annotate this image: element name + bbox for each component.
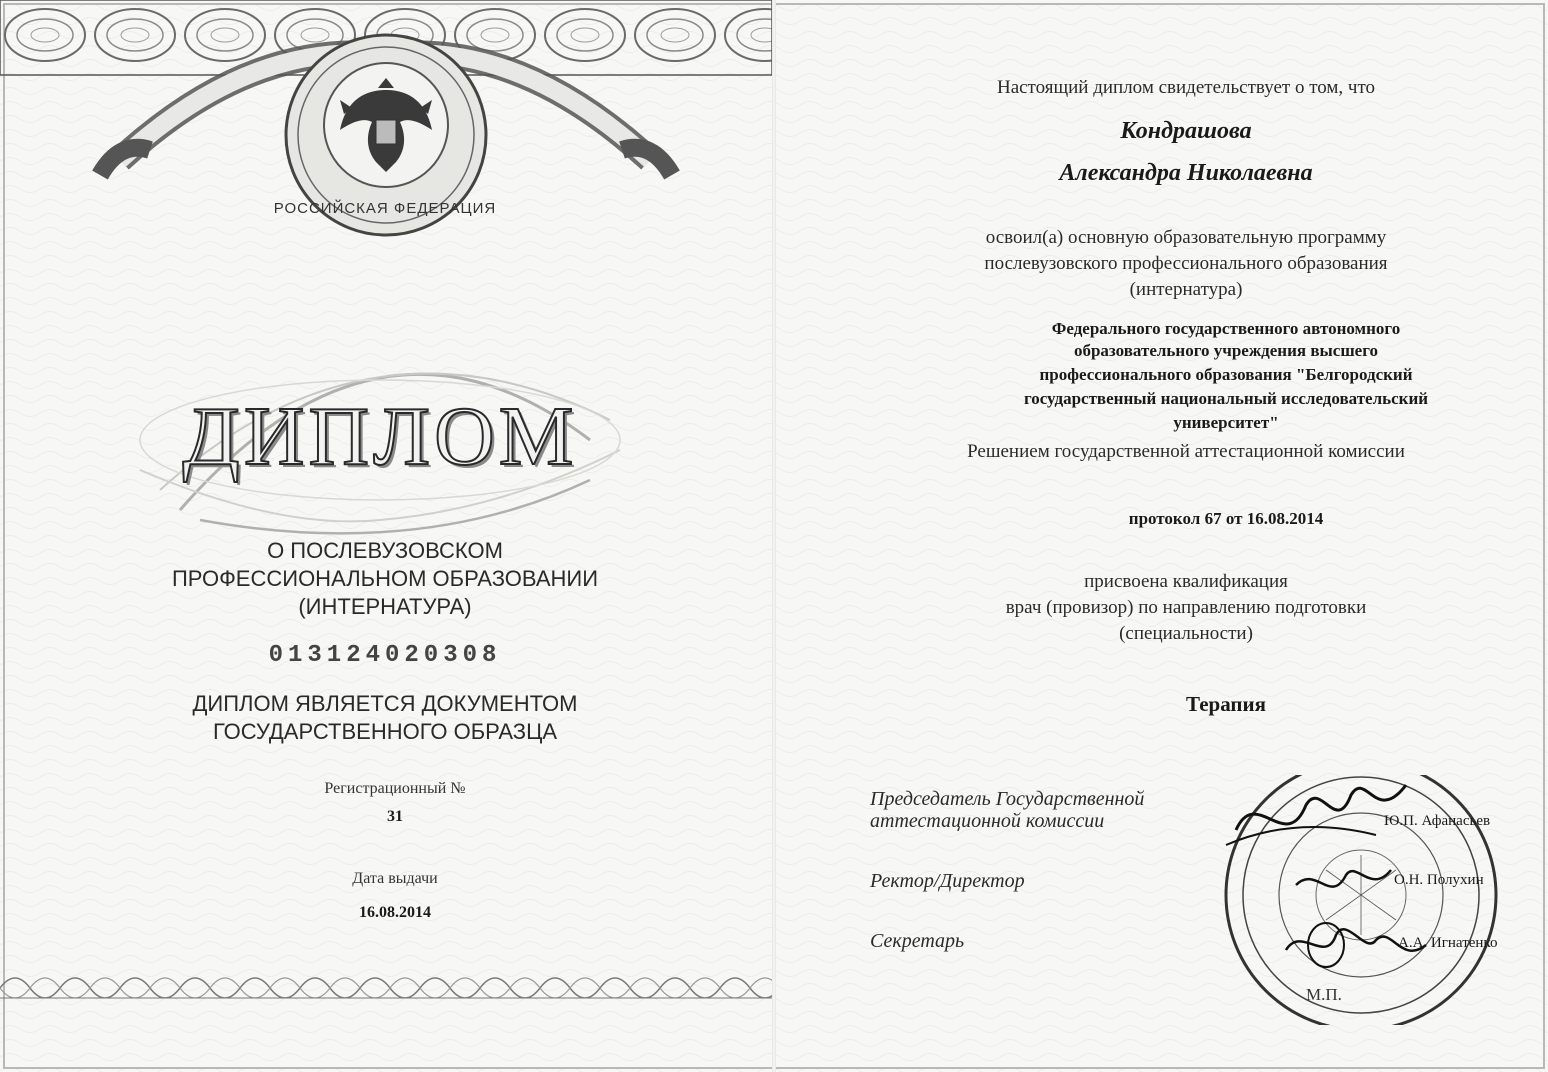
rector-label: Ректор/Директор [870, 870, 1025, 892]
program-line-2: послевузовского профессионального образования [984, 253, 1388, 274]
chair-label-line-2: аттестационной комиссии [870, 810, 1105, 832]
secretary-name: А.А. Игнатенко [1398, 935, 1498, 951]
institution-line-1: Федерального государственного автономного [1051, 319, 1401, 338]
issue-date: 16.08.2014 [359, 904, 431, 921]
subtitle-line-2: ПРОФЕССИОНАЛЬНОМ ОБРАЗОВАНИИ [171, 566, 599, 591]
surname: Кондрашова [1120, 118, 1252, 144]
seal-mark: М.П. [1306, 985, 1342, 1004]
secretary-label: Секретарь [870, 930, 965, 952]
qualification-line-2: врач (провизор) по направлению подготовки [1005, 597, 1367, 618]
issue-date-label: Дата выдачи [352, 870, 438, 887]
right-page [776, 0, 1548, 1072]
registration-number: 31 [387, 808, 403, 825]
institution-line-5: университет" [1173, 413, 1279, 432]
institution-line-2: образовательного учреждения высшего [1073, 341, 1379, 360]
qualification-line-1: присвоена квалификация [1084, 571, 1288, 592]
qualification-line-3: (специальности) [1119, 623, 1253, 644]
bottom-ornament [0, 968, 772, 1072]
chair-name: Ю.П. Афанасьев [1384, 813, 1491, 829]
decision-text: Решением государственной аттестационной комиссии [967, 441, 1405, 462]
registration-label: Регистрационный № [324, 780, 466, 797]
crest-label: РОССИЙСКАЯ ФЕДЕРАЦИЯ [273, 200, 497, 217]
rector-name: О.Н. Полухин [1394, 872, 1484, 888]
left-page [0, 0, 772, 1072]
diploma-title: ДИПЛОМ [182, 390, 578, 483]
intro-text: Настоящий диплом свидетельствует о том, что [996, 77, 1376, 98]
chair-label-line-1: Председатель Государственной [870, 788, 1145, 810]
given-names: Александра Николаевна [1059, 160, 1313, 186]
program-line-3: (интернатура) [1129, 279, 1243, 300]
status-line-2: ГОСУДАРСТВЕННОГО ОБРАЗЦА [212, 719, 558, 744]
institution-line-4: государственный национальный исследовательский [1023, 389, 1429, 408]
specialty: Терапия [1186, 692, 1266, 716]
program-line-1: освоил(а) основную образовательную программу [985, 227, 1387, 248]
protocol-text: протокол 67 от 16.08.2014 [1128, 509, 1324, 528]
crest-banner [0, 0, 772, 260]
institution-line-3: профессионального образования "Белгородский [1039, 365, 1413, 384]
subtitle-line-3: (ИНТЕРНАТУРА) [298, 594, 472, 619]
serial-number: 013124020308 [268, 642, 502, 669]
subtitle-line-1: О ПОСЛЕВУЗОВСКОМ [267, 538, 503, 563]
status-line-1: ДИПЛОМ ЯВЛЯЕТСЯ ДОКУМЕНТОМ [192, 691, 578, 716]
